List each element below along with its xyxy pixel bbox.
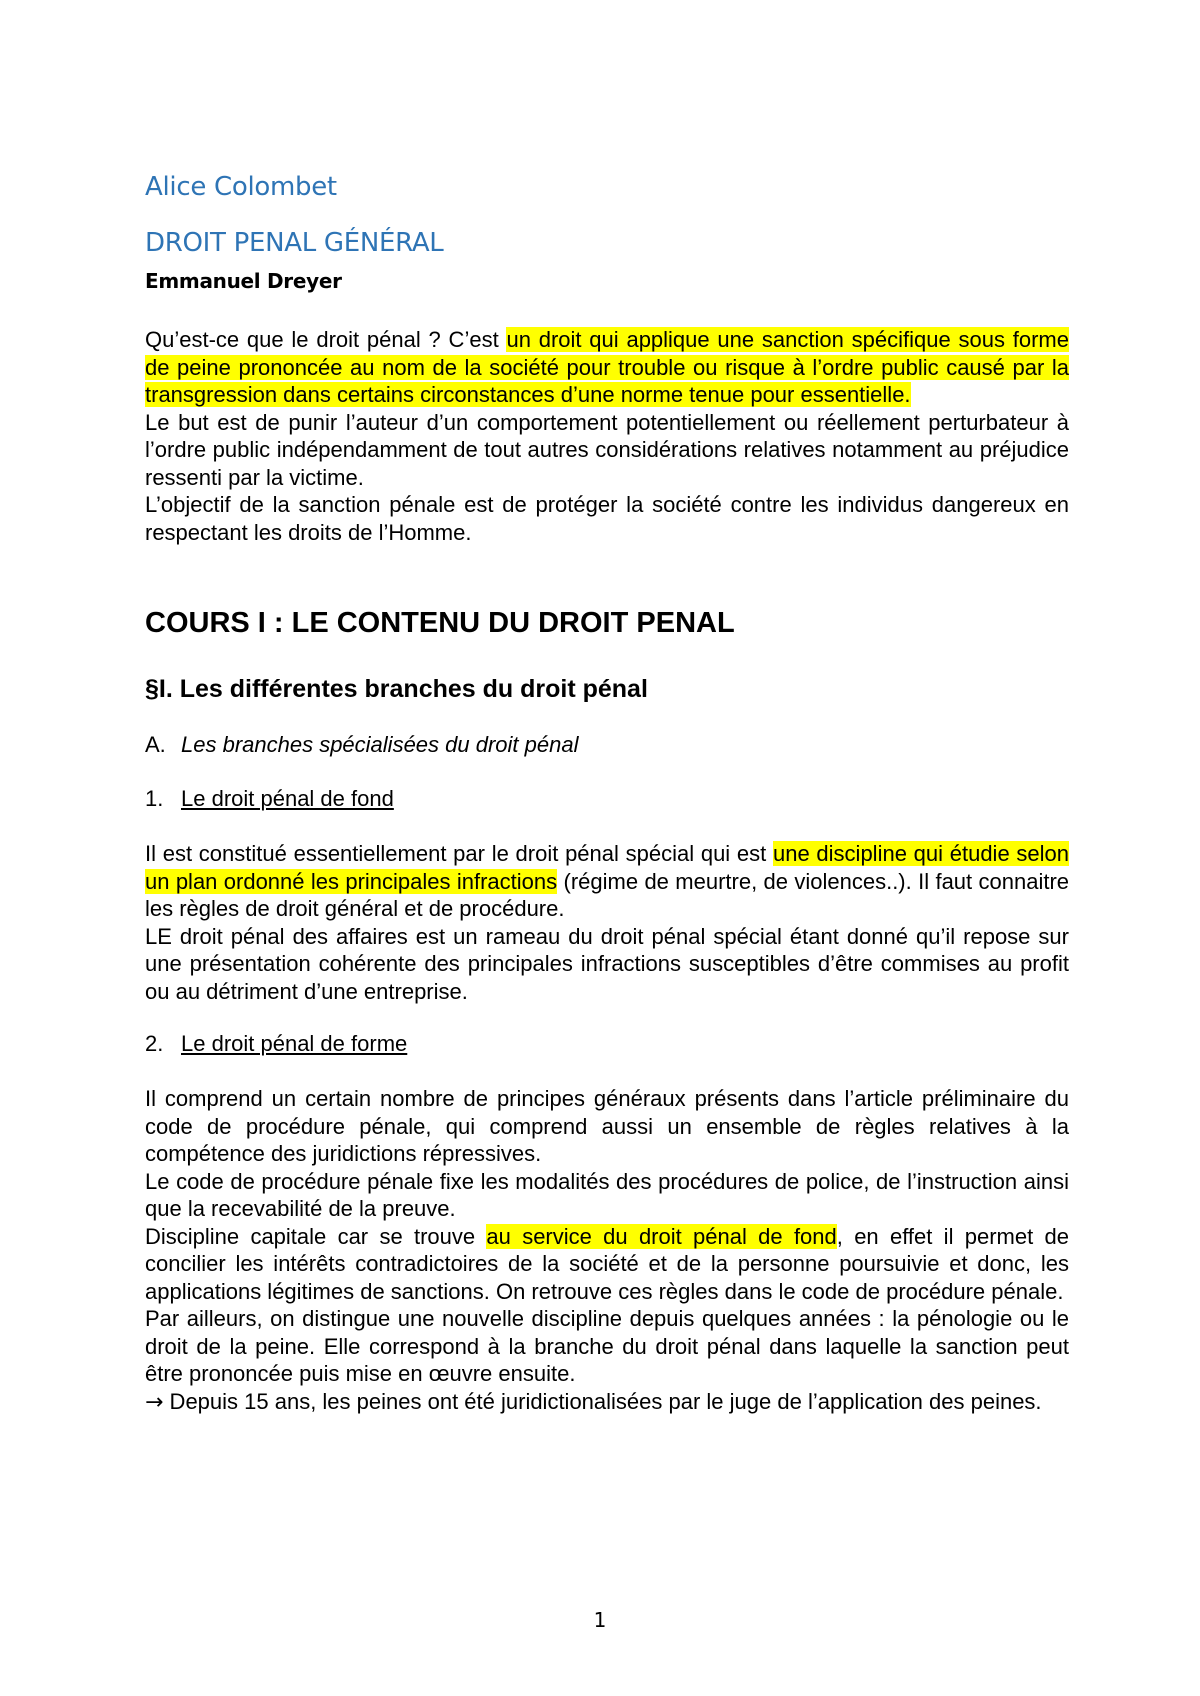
intro-definition-text: Qu’est-ce que le droit pénal ? C’est xyxy=(145,327,507,352)
intro-definition-highlight: un droit qui applique une sanction spécifique sous forme de peine prononcée au nom de la société pour trouble ou risque à l’ordre public causé par la transgression dans certains circonstances d’une norme tenue pour essentielle. xyxy=(145,327,1069,407)
cours-heading: COURS I : LE CONTENU DU DROIT PENAL xyxy=(145,607,735,639)
arrow-icon: → xyxy=(145,1389,164,1415)
item1-p1-highlight: une discipline qui étudie selon un plan ordonné les principales infractions xyxy=(145,841,1069,894)
course-title: DROIT PENAL GÉNÉRAL xyxy=(145,228,444,258)
item2-paragraph-4: Par ailleurs, on distingue une nouvelle discipline depuis quelques années : la pénologie ou le droit de la peine. Elle correspond à la branche du droit pénal dans laquelle la sanction peut être prononcée puis mise en œuvre ensuite. xyxy=(145,1306,1069,1386)
page-number: 1 xyxy=(593,1608,607,1632)
subsection-a-marker: A. xyxy=(145,732,166,757)
item2-p3-text-after: , en effet il permet de concilier les intérêts contradictoires de la société et de la personne poursuivie et donc, les applications légitimes de sanctions. On retrouve ces règles dans le code de procédure pénale. xyxy=(145,1223,1069,1304)
item1-p1-text-before: Il est constitué essentiellement par le droit pénal spécial qui est xyxy=(145,841,773,866)
item2-heading xyxy=(145,1029,1069,1059)
item1-marker: 1. xyxy=(145,786,164,811)
item2-title: Le droit pénal de forme xyxy=(181,1031,408,1056)
item1-p1-text-after: (régime de meurtre, de violences..). Il faut connaitre les règles de droit général et de procédure. xyxy=(145,868,1070,921)
item2-p5-text: Depuis 15 ans, les peines ont été juridictionalisées par le juge de l’application des peines. xyxy=(163,1388,1042,1414)
intro-purpose-paragraph: Le but est de punir l’auteur d’un comportement potentiellement ou réellement perturbateur à l’ordre public indépendamment de tout autres considérations relatives notamment au préjudice ressenti par la victime. xyxy=(145,409,1069,490)
intro-definition-paragraph xyxy=(145,326,1069,409)
intro-objective-paragraph: L’objectif de la sanction pénale est de protéger la société contre les individus dangereux en respectant les droits de l’Homme. xyxy=(145,492,1069,545)
professor-name: Emmanuel Dreyer xyxy=(145,269,342,293)
item1-paragraph-1 xyxy=(145,840,1069,923)
item2-paragraph-2: Le code de procédure pénale fixe les modalités des procédures de police, de l’instruction ainsi que la recevabilité de la preuve. xyxy=(145,1168,1069,1221)
item1-title: Le droit pénal de fond xyxy=(181,786,394,811)
item2-paragraph-1: Il comprend un certain nombre de principes généraux présents dans l’article préliminaire du code de procédure pénale, qui comprend aussi un ensemble de règles relatives à la compétence des juridictions répressives. xyxy=(145,1086,1069,1166)
item2-paragraph-5 xyxy=(145,1388,1069,1417)
subsection-a-title: Les branches spécialisées du droit pénal xyxy=(181,732,579,757)
item2-marker: 2. xyxy=(145,1031,164,1056)
item2-paragraph-3 xyxy=(145,1223,1069,1306)
section-heading: §I. Les différentes branches du droit pénal xyxy=(145,675,648,703)
author-name: Alice Colombet xyxy=(145,172,337,202)
item1-paragraph-2: LE droit pénal des affaires est un rameau du droit pénal spécial étant donné qu’il repose sur une présentation cohérente des principales infractions susceptibles d’être commises au profit ou au détriment d’une entreprise. xyxy=(145,923,1069,1004)
item2-p3-highlight: au service du droit pénal de fond xyxy=(486,1223,837,1249)
subsection-a-heading xyxy=(145,730,1069,760)
page-content xyxy=(145,168,1069,1416)
item1-heading xyxy=(145,784,1069,814)
item2-p3-text-before: Discipline capitale car se trouve xyxy=(145,1223,487,1249)
